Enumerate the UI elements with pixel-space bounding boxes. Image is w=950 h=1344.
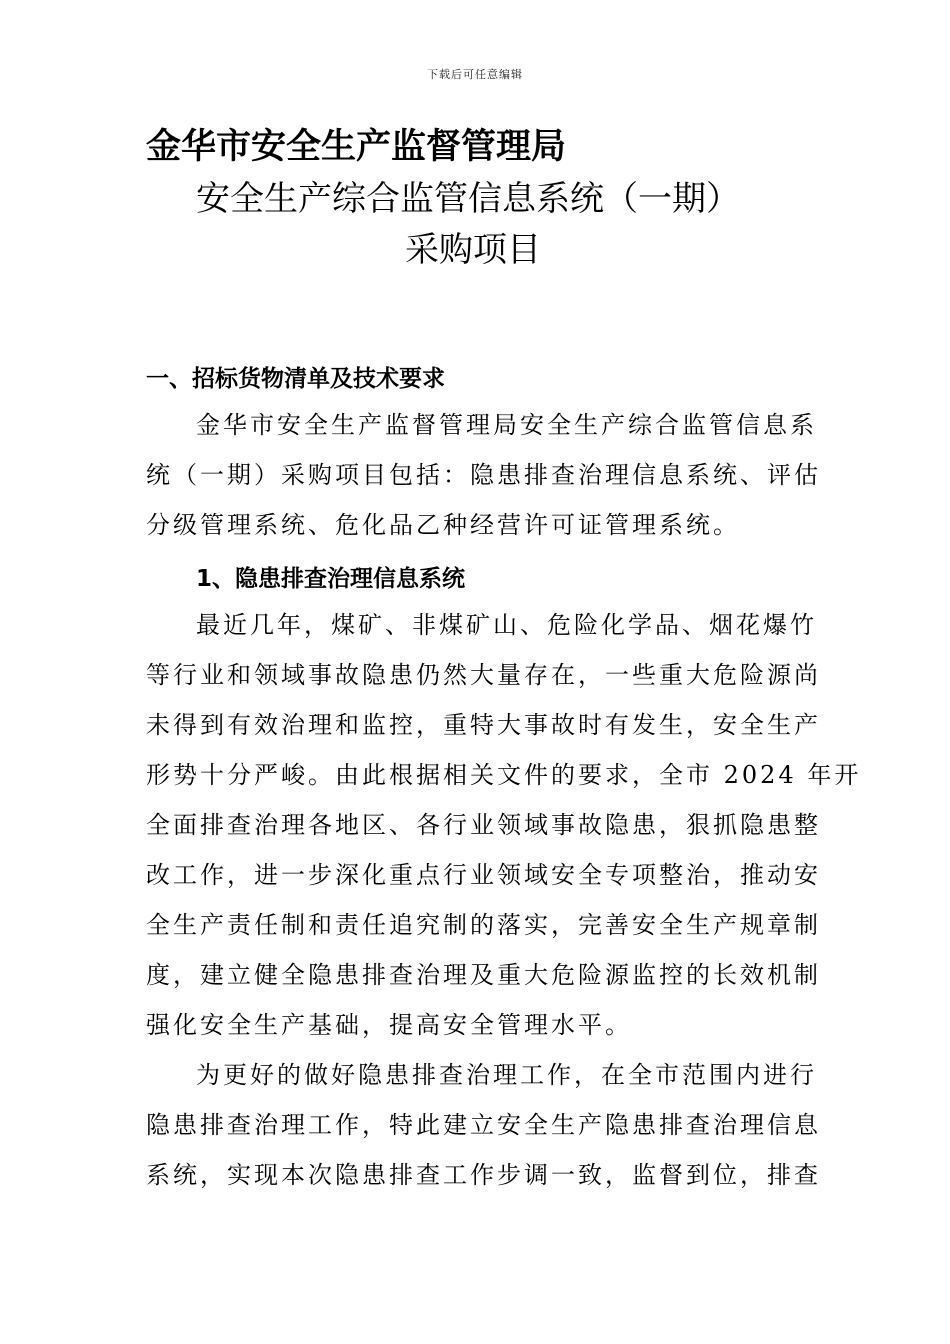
paragraph-line: 系统，实现本次隐患排查工作步调一致，监督到位，排查 — [146, 1161, 821, 1189]
paragraph-line: 未得到有效治理和监控，重特大事故时有发生，安全生产 — [146, 711, 821, 739]
paragraph-line: 为更好的做好隐患排查治理工作，在全市范围内进行 — [196, 1061, 817, 1089]
title-line-1: 金华市安全生产监督管理局 — [146, 127, 567, 167]
paragraph-line: 最近几年，煤矿、非煤矿山、危险化学品、烟花爆竹 — [196, 611, 817, 639]
paragraph-line: 强化安全生产基础，提高安全管理水平。 — [146, 1011, 632, 1039]
paragraph-line: 形势十分严峻。由此根据相关文件的要求，全市 2024 年开 — [146, 761, 862, 789]
header-note: 下载后可任意编辑 — [427, 68, 523, 81]
paragraph-line: 分级管理系统、危化品乙种经营许可证管理系统。 — [146, 511, 740, 539]
title-line-3: 采购项目 — [405, 230, 541, 270]
paragraph-line: 统（一期）采购项目包括：隐患排查治理信息系统、评估 — [146, 461, 821, 489]
title-line-2: 安全生产综合监管信息系统（一期） — [196, 179, 740, 219]
paragraph-line: 金华市安全生产监督管理局安全生产综合监管信息系 — [196, 411, 817, 439]
paragraph-line: 等行业和领域事故隐患仍然大量存在，一些重大危险源尚 — [146, 661, 821, 689]
paragraph-line: 全面排查治理各地区、各行业领域事故隐患，狠抓隐患整 — [146, 811, 821, 839]
paragraph-line: 度，建立健全隐患排查治理及重大危险源监控的长效机制 — [146, 961, 821, 989]
paragraph-line: 改工作，进一步深化重点行业领域安全专项整治，推动安 — [146, 861, 821, 889]
subsection-heading: 1、隐患排查治理信息系统 — [196, 566, 466, 592]
paragraph-line: 全生产责任制和责任追究制的落实，完善安全生产规章制 — [146, 911, 821, 939]
section-heading: 一、招标货物清单及技术要求 — [146, 366, 445, 392]
paragraph-line: 隐患排查治理工作，特此建立安全生产隐患排查治理信息 — [146, 1111, 821, 1139]
